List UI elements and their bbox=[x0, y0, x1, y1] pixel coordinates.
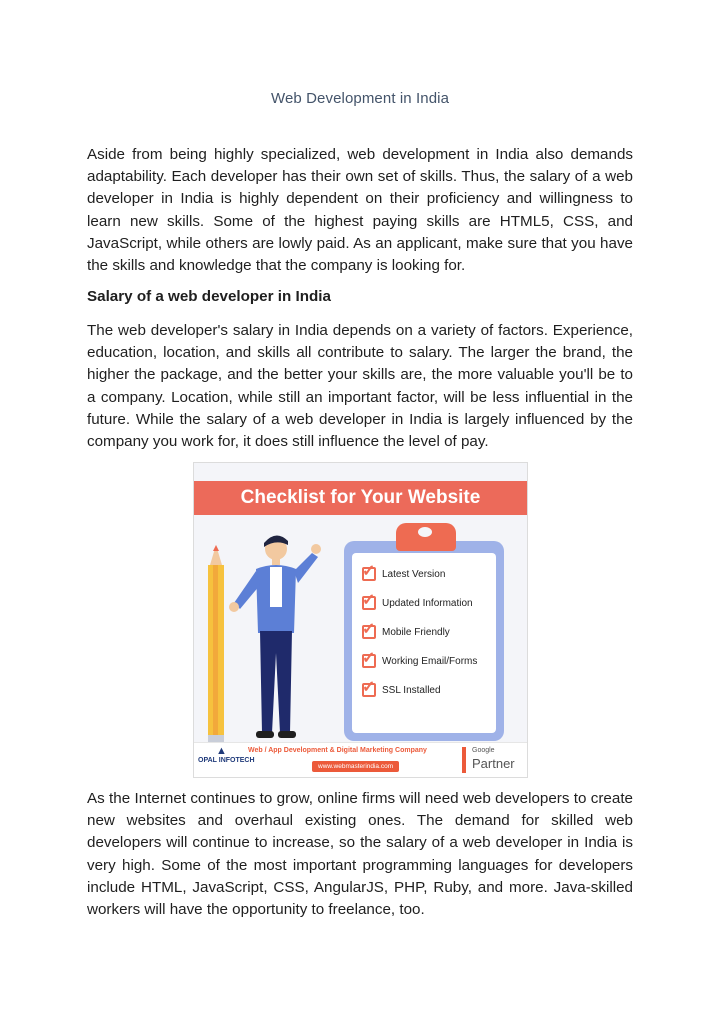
checklist-item-label: Working Email/Forms bbox=[382, 655, 478, 667]
google-partner-top: Google bbox=[472, 747, 495, 754]
page-title: Web Development in India bbox=[270, 90, 450, 107]
checklist-item bbox=[362, 565, 445, 583]
checklist-item-label: Latest Version bbox=[382, 568, 446, 580]
demand-paragraph: As the Internet continues to grow, online firms will need web developers to create new websites and overhaul existing ones. The demand for skilled web developers will continue to increase, so the salary of a web developer in India is very high. Some of the most important programming languages for developers include HTML, JavaScript, CSS, AngularJS, PHP, Ruby, and more. Java-skilled workers will have the opportunity to freelance, too. bbox=[87, 790, 633, 919]
checklist-item bbox=[362, 623, 450, 641]
infographic-banner: Checklist for Your Website bbox=[194, 481, 527, 515]
checklist-item bbox=[362, 681, 441, 699]
checklist-item-label: SSL Installed bbox=[382, 684, 441, 696]
checklist-item bbox=[362, 652, 477, 670]
developer-illustration bbox=[194, 523, 344, 763]
company-logo-name: OPAL INFOTECH bbox=[198, 757, 255, 764]
pencil-icon bbox=[208, 545, 224, 757]
intro-paragraph: Aside from being highly specialized, web development in India also demands adaptability. Each developer has their own set of skills. Thus, the salary of a web developer in India is highly dependent on their proficiency and willingness to learn new skills. Some of the highest paying skills are HTML5, CSS, and JavaScript, while others are lowly paid. As an applicant, make sure that you have the skills and knowledge that the company is looking for. bbox=[87, 146, 633, 275]
checklist-item-label: Updated Information bbox=[382, 597, 473, 609]
partner-badge-bar bbox=[462, 747, 466, 773]
salary-paragraph: The web developer's salary in India depends on a variety of factors. Experience, education, location, and skills all contribute to salary. The larger the brand, the higher the package, and the better your skills are, the more valuable you'll be to a company. Location, while still an important factor, will be less influential in the future. While the salary of a web developer in India is largely influenced by the company you work for, it does still influence the level of pay. bbox=[87, 322, 633, 451]
infographic-footer bbox=[194, 742, 527, 777]
checkmark-icon: ✓ bbox=[362, 621, 376, 638]
checklist-infographic bbox=[193, 462, 528, 778]
google-partner-label: Partner bbox=[472, 756, 515, 771]
checklist-item bbox=[362, 594, 473, 612]
company-tagline: Web / App Development & Digital Marketing Company bbox=[248, 747, 427, 754]
checkmark-icon: ✓ bbox=[362, 592, 376, 609]
checkmark-icon: ✓ bbox=[362, 650, 376, 667]
company-logo-icon: ▲ bbox=[216, 745, 227, 757]
company-website: www.webmasterindia.com bbox=[312, 761, 399, 772]
checkmark-icon: ✓ bbox=[362, 563, 376, 580]
checklist-item-label: Mobile Friendly bbox=[382, 626, 450, 638]
section-heading: Salary of a web developer in India bbox=[87, 288, 331, 305]
checkmark-icon: ✓ bbox=[362, 679, 376, 696]
